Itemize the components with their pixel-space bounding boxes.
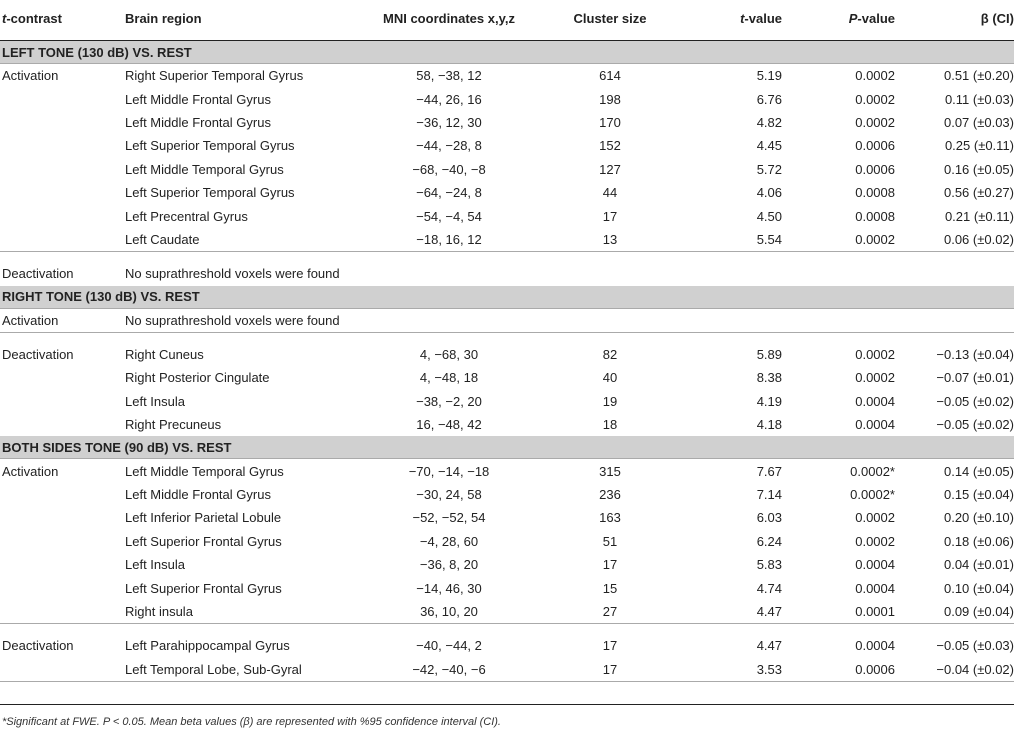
cell-cluster: 170 bbox=[599, 114, 621, 130]
table-row bbox=[0, 530, 1014, 553]
cell-mni: −40, −44, 2 bbox=[416, 638, 482, 654]
group-divider bbox=[0, 624, 1014, 635]
cell-contrast bbox=[0, 204, 125, 227]
table-row bbox=[0, 262, 1014, 285]
cell-cluster: 152 bbox=[599, 138, 621, 154]
cell-contrast bbox=[0, 181, 125, 204]
cell-region: Left Superior Temporal Gyrus bbox=[125, 138, 295, 154]
footnote: *Significant at FWE. P < 0.05. Mean beta values (β) are represented with %95 confidence interval (CI). bbox=[2, 716, 501, 728]
cell-contrast bbox=[0, 87, 125, 110]
cell-beta: 0.20 (±0.10) bbox=[943, 510, 1014, 526]
cell-contrast bbox=[0, 366, 125, 389]
cell-beta bbox=[895, 262, 1014, 285]
cell-region: Right Precuneus bbox=[125, 417, 222, 433]
cell-cluster: 315 bbox=[599, 463, 621, 479]
cell-beta: −0.04 (±0.02) bbox=[936, 661, 1014, 677]
cell-mni: 4, −48, 18 bbox=[419, 370, 479, 386]
cell-beta: −0.05 (±0.02) bbox=[936, 417, 1014, 433]
cell-region: Left Superior Frontal Gyrus bbox=[125, 533, 282, 549]
cell-tvalue bbox=[695, 262, 782, 285]
cell-mni: −52, −52, 54 bbox=[412, 510, 486, 526]
cell-tvalue: 4.47 bbox=[756, 638, 782, 654]
cell-mni: −4, 28, 60 bbox=[419, 533, 479, 549]
cell-contrast bbox=[0, 506, 125, 529]
cell-tvalue: 5.19 bbox=[756, 68, 782, 84]
table-row bbox=[0, 181, 1014, 204]
table-row bbox=[0, 343, 1014, 366]
cell-tvalue: 5.54 bbox=[756, 231, 782, 247]
group-divider bbox=[0, 252, 1014, 263]
cell-contrast bbox=[0, 553, 125, 576]
cell-pvalue: 0.0004 bbox=[855, 393, 895, 409]
cell-pvalue: 0.0002 bbox=[855, 68, 895, 84]
cell-contrast bbox=[0, 413, 125, 436]
cell-region: Left Insula bbox=[125, 393, 185, 409]
cell-mni: −44, 26, 16 bbox=[416, 91, 482, 107]
cell-contrast bbox=[0, 600, 125, 624]
table-row bbox=[0, 64, 1014, 88]
header-mni: MNI coordinates x,y,z bbox=[383, 10, 515, 26]
cell-beta: 0.14 (±0.05) bbox=[943, 463, 1014, 479]
header-pvalue: P-value bbox=[848, 10, 895, 26]
cell-beta bbox=[895, 308, 1014, 332]
cell-pvalue bbox=[782, 308, 895, 332]
cell-mni: 36, 10, 20 bbox=[420, 604, 478, 619]
cell-cluster: 17 bbox=[602, 661, 618, 677]
cell-cluster: 19 bbox=[602, 393, 618, 409]
cell-mni: 4, −68, 30 bbox=[419, 347, 479, 363]
cell-pvalue: 0.0002 bbox=[855, 231, 895, 247]
cell-cluster: 127 bbox=[599, 161, 621, 177]
cell-mni: −68, −40, −8 bbox=[412, 161, 486, 177]
cell-contrast: Deactivation bbox=[2, 266, 74, 282]
cell-contrast bbox=[0, 134, 125, 157]
cell-beta: −0.05 (±0.03) bbox=[936, 638, 1014, 654]
cell-tvalue: 5.72 bbox=[756, 161, 782, 177]
cell-region: Left Superior Temporal Gyrus bbox=[125, 185, 295, 201]
cell-tvalue: 4.06 bbox=[756, 185, 782, 201]
cell-contrast bbox=[0, 111, 125, 134]
cell-region: Left Middle Frontal Gyrus bbox=[125, 114, 271, 130]
cell-beta: −0.05 (±0.02) bbox=[936, 393, 1014, 409]
section-title: BOTH SIDES TONE (90 dB) VS. REST bbox=[0, 436, 1014, 459]
cell-region: Left Precentral Gyrus bbox=[125, 208, 248, 224]
cell-cluster: 51 bbox=[602, 533, 618, 549]
cell-cluster: 27 bbox=[602, 604, 618, 619]
header-region: Brain region bbox=[125, 10, 202, 26]
cell-tvalue: 4.19 bbox=[756, 393, 782, 409]
table-header-row bbox=[0, 0, 1014, 41]
cell-pvalue: 0.0004 bbox=[855, 557, 895, 573]
table-row bbox=[0, 413, 1014, 436]
table-row bbox=[0, 506, 1014, 529]
cell-contrast: Deactivation bbox=[2, 638, 74, 654]
cell-pvalue: 0.0002 bbox=[855, 91, 895, 107]
cell-region: Left Insula bbox=[125, 557, 185, 573]
cell-pvalue bbox=[782, 262, 895, 285]
table-row bbox=[0, 576, 1014, 599]
cell-cluster: 198 bbox=[599, 91, 621, 107]
table-row bbox=[0, 483, 1014, 506]
cell-mni bbox=[373, 308, 525, 332]
cell-pvalue: 0.0002 bbox=[855, 370, 895, 386]
cell-beta: 0.25 (±0.11) bbox=[944, 138, 1014, 154]
cell-beta: 0.06 (±0.02) bbox=[943, 231, 1014, 247]
cell-cluster: 17 bbox=[602, 208, 618, 224]
cell-tvalue: 5.83 bbox=[756, 557, 782, 573]
cell-tvalue: 4.18 bbox=[756, 417, 782, 433]
cell-mni: −36, 8, 20 bbox=[419, 557, 479, 573]
table-row bbox=[0, 134, 1014, 157]
cell-region: Left Superior Frontal Gyrus bbox=[125, 580, 282, 596]
cell-pvalue: 0.0002* bbox=[850, 463, 895, 479]
cell-contrast: Activation bbox=[2, 463, 59, 479]
cell-mni: −30, 24, 58 bbox=[416, 487, 482, 503]
cell-beta: 0.51 (±0.20) bbox=[943, 68, 1014, 84]
cell-mni bbox=[373, 262, 525, 285]
table-row bbox=[0, 111, 1014, 134]
section-header-row bbox=[0, 41, 1014, 64]
section-header-row bbox=[0, 286, 1014, 309]
cell-tvalue: 7.67 bbox=[756, 463, 782, 479]
cell-beta: 0.09 (±0.04) bbox=[943, 604, 1014, 619]
section-header-row bbox=[0, 436, 1014, 459]
section-title: RIGHT TONE (130 dB) VS. REST bbox=[0, 286, 1014, 309]
cell-tvalue: 5.89 bbox=[756, 347, 782, 363]
cell-region: Right Cuneus bbox=[125, 347, 204, 363]
cell-region: No suprathreshold voxels were found bbox=[125, 266, 340, 282]
cell-beta: 0.56 (±0.27) bbox=[943, 185, 1014, 201]
header-beta: β (CI) bbox=[980, 10, 1014, 26]
cell-cluster bbox=[525, 308, 695, 332]
cell-mni: −18, 16, 12 bbox=[416, 231, 482, 247]
cell-tvalue: 6.76 bbox=[756, 91, 782, 107]
cell-beta: 0.15 (±0.04) bbox=[943, 487, 1014, 503]
cell-beta: −0.07 (±0.01) bbox=[936, 370, 1014, 386]
cell-pvalue: 0.0006 bbox=[855, 161, 895, 177]
cell-cluster: 236 bbox=[599, 487, 621, 503]
cell-beta: 0.10 (±0.04) bbox=[943, 580, 1014, 596]
cell-beta: −0.13 (±0.04) bbox=[936, 347, 1014, 363]
cell-tvalue: 4.47 bbox=[756, 604, 782, 619]
cell-mni: 16, −48, 42 bbox=[416, 417, 482, 433]
cell-contrast bbox=[0, 576, 125, 599]
cell-tvalue: 4.82 bbox=[756, 114, 782, 130]
cell-region: Left Parahippocampal Gyrus bbox=[125, 638, 290, 654]
cell-beta: 0.04 (±0.01) bbox=[943, 557, 1014, 573]
table-body bbox=[0, 41, 1014, 692]
cell-cluster: 40 bbox=[602, 370, 618, 386]
cell-mni: −70, −14, −18 bbox=[408, 463, 490, 479]
header-cluster: Cluster size bbox=[573, 10, 647, 26]
cell-contrast: Activation bbox=[2, 312, 59, 328]
cell-cluster: 614 bbox=[599, 68, 621, 84]
cell-cluster: 44 bbox=[602, 185, 618, 201]
cell-cluster: 82 bbox=[602, 347, 618, 363]
cell-mni: −38, −2, 20 bbox=[416, 393, 482, 409]
cell-mni: −44, −28, 8 bbox=[416, 138, 482, 154]
cell-mni: −36, 12, 30 bbox=[416, 114, 482, 130]
cell-pvalue: 0.0001 bbox=[855, 604, 895, 619]
cell-mni: −54, −4, 54 bbox=[416, 208, 482, 224]
cell-beta: 0.18 (±0.06) bbox=[943, 533, 1014, 549]
cell-region: Left Middle Temporal Gyrus bbox=[125, 161, 284, 177]
cell-region: Left Inferior Parietal Lobule bbox=[125, 510, 282, 526]
cell-pvalue: 0.0002* bbox=[850, 487, 895, 503]
cell-mni: −42, −40, −6 bbox=[412, 661, 486, 677]
cell-region: Right Superior Temporal Gyrus bbox=[125, 68, 304, 84]
cell-beta: 0.16 (±0.05) bbox=[943, 161, 1014, 177]
table-row bbox=[0, 600, 1014, 624]
cell-contrast bbox=[0, 158, 125, 181]
cell-region: Left Temporal Lobe, Sub-Gyral bbox=[125, 661, 302, 677]
cell-pvalue: 0.0008 bbox=[855, 185, 895, 201]
cell-tvalue: 4.74 bbox=[756, 580, 782, 596]
cell-tvalue: 4.50 bbox=[756, 208, 782, 224]
cell-cluster: 163 bbox=[599, 510, 621, 526]
header-contrast: t-contrast bbox=[2, 10, 62, 26]
cell-region: Left Caudate bbox=[125, 231, 200, 247]
cell-region: Right insula bbox=[125, 604, 193, 619]
cell-cluster: 13 bbox=[602, 231, 618, 247]
cell-tvalue: 8.38 bbox=[756, 370, 782, 386]
header-tvalue: t-value bbox=[740, 10, 782, 26]
cell-cluster bbox=[525, 262, 695, 285]
cell-pvalue: 0.0002 bbox=[855, 533, 895, 549]
cell-pvalue: 0.0008 bbox=[855, 208, 895, 224]
cell-cluster: 17 bbox=[602, 557, 618, 573]
cell-mni: 58, −38, 12 bbox=[416, 68, 482, 84]
cell-beta: 0.07 (±0.03) bbox=[943, 114, 1014, 130]
cell-pvalue: 0.0006 bbox=[855, 661, 895, 677]
cell-cluster: 18 bbox=[602, 417, 618, 433]
table-row bbox=[0, 658, 1014, 682]
cell-tvalue: 6.24 bbox=[756, 533, 782, 549]
cell-cluster: 17 bbox=[602, 638, 618, 654]
cell-contrast bbox=[0, 228, 125, 252]
table-row bbox=[0, 228, 1014, 252]
cell-beta: 0.21 (±0.11) bbox=[944, 208, 1014, 224]
group-divider bbox=[0, 332, 1014, 343]
table-row bbox=[0, 308, 1014, 332]
cell-contrast: Deactivation bbox=[2, 347, 74, 363]
cell-pvalue: 0.0002 bbox=[855, 347, 895, 363]
table-row bbox=[0, 158, 1014, 181]
cell-tvalue: 6.03 bbox=[756, 510, 782, 526]
cell-cluster: 15 bbox=[602, 580, 618, 596]
cell-region: Left Middle Frontal Gyrus bbox=[125, 487, 271, 503]
table-row bbox=[0, 459, 1014, 483]
cell-region: Left Middle Frontal Gyrus bbox=[125, 91, 271, 107]
table-row bbox=[0, 204, 1014, 227]
cell-tvalue bbox=[695, 308, 782, 332]
cell-tvalue: 3.53 bbox=[756, 661, 782, 677]
cell-pvalue: 0.0004 bbox=[855, 417, 895, 433]
cell-region: No suprathreshold voxels were found bbox=[125, 312, 340, 328]
cell-pvalue: 0.0004 bbox=[855, 580, 895, 596]
section-end-divider bbox=[0, 681, 1014, 692]
cell-contrast bbox=[0, 530, 125, 553]
section-title: LEFT TONE (130 dB) VS. REST bbox=[0, 41, 1014, 64]
table-row bbox=[0, 634, 1014, 657]
cell-tvalue: 4.45 bbox=[756, 138, 782, 154]
cell-pvalue: 0.0006 bbox=[855, 138, 895, 154]
table-row bbox=[0, 366, 1014, 389]
cell-contrast bbox=[0, 658, 125, 682]
cell-pvalue: 0.0002 bbox=[855, 510, 895, 526]
cell-contrast bbox=[0, 483, 125, 506]
cell-contrast: Activation bbox=[2, 68, 59, 84]
cell-region: Right Posterior Cingulate bbox=[125, 370, 270, 386]
cell-mni: −64, −24, 8 bbox=[416, 185, 482, 201]
cell-beta: 0.11 (±0.03) bbox=[944, 91, 1014, 107]
cell-tvalue: 7.14 bbox=[756, 487, 782, 503]
cell-mni: −14, 46, 30 bbox=[416, 580, 482, 596]
cell-pvalue: 0.0004 bbox=[855, 638, 895, 654]
table-row bbox=[0, 87, 1014, 110]
cell-contrast bbox=[0, 390, 125, 413]
cell-pvalue: 0.0002 bbox=[855, 114, 895, 130]
cell-region: Left Middle Temporal Gyrus bbox=[125, 463, 284, 479]
table-row bbox=[0, 553, 1014, 576]
table-row bbox=[0, 390, 1014, 413]
bottom-rule bbox=[0, 704, 1014, 705]
